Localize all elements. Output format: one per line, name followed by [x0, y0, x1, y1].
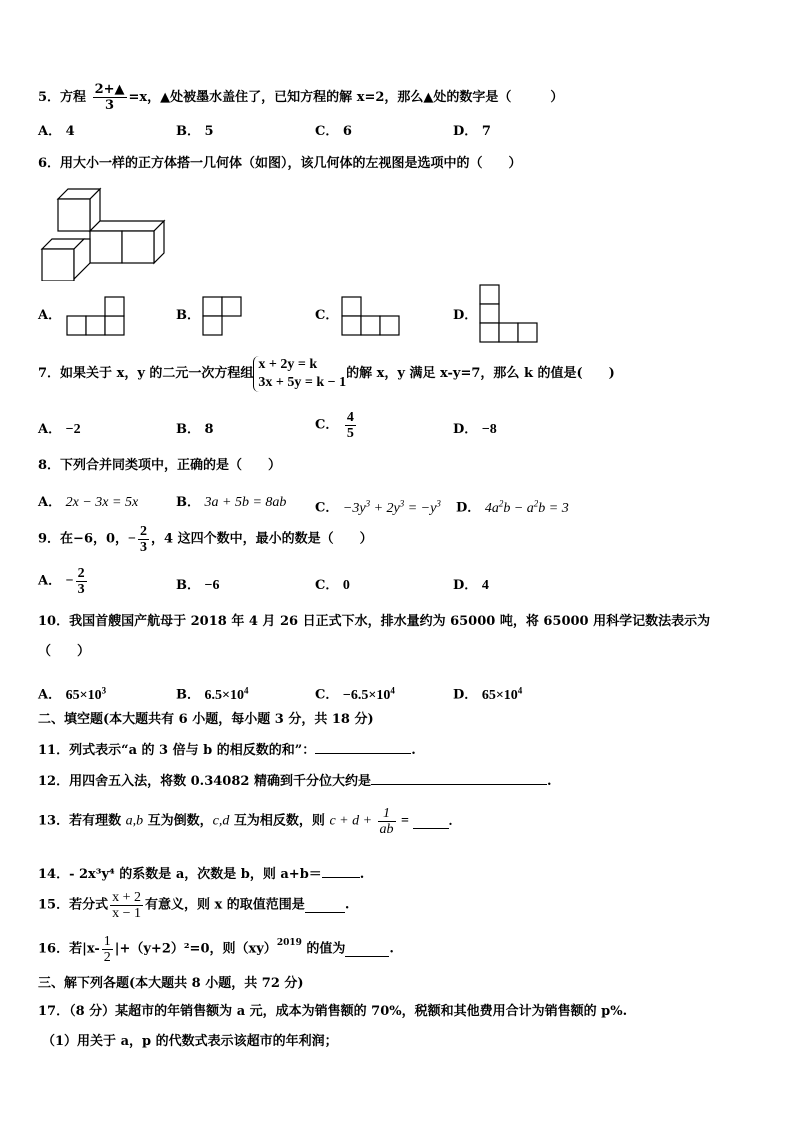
- q7-stem: [38, 356, 615, 392]
- q10-option-d[interactable]: D． $65\times 10^4$: [453, 685, 523, 703]
- section-3-heading: 三、解下列各题(本大题共 8 小题，共 72 分): [38, 976, 304, 991]
- q17-stem: 17．（8 分）某超市的年销售额为 a 元，成本为销售额的 70%，税额和其他费用合计为销售额的 p%.: [38, 1004, 628, 1019]
- q7-option-b[interactable]: B． 8: [176, 422, 214, 437]
- q5-frac-den: 3: [105, 98, 115, 113]
- q9-option-c[interactable]: C． 0: [315, 578, 350, 593]
- q15-answer-blank[interactable]: [305, 899, 345, 913]
- q11-stem: 11．列式表示“a 的 3 倍与 b 的相反数的和”： .: [38, 740, 416, 759]
- q7-after: 的解 x，y 满足 x-y=7，那么 k 的值是( ): [346, 366, 615, 381]
- q6-cube-figure: [38, 185, 172, 281]
- q7-equation-system: [253, 356, 346, 392]
- q6-stem: 6．用大小一样的正方体搭一几何体（如图），该几何体的左视图是选项中的（ ）: [38, 156, 522, 171]
- q6-option-a-label[interactable]: A．: [38, 308, 62, 323]
- q15-fraction: $\frac{x + 2}{x - 1}$: [112, 890, 141, 921]
- q16-answer-blank[interactable]: [345, 943, 389, 957]
- q12-stem: 12．用四舍五入法，将数 0.34082 精确到千分位大约是 .: [38, 771, 551, 790]
- q5-stem: [38, 82, 563, 113]
- q6-option-c-label[interactable]: C．: [315, 308, 339, 323]
- q6-option-b-label[interactable]: B．: [176, 308, 200, 323]
- q10-option-b[interactable]: B． $6.5\times 10^4$: [176, 685, 249, 703]
- q10-stem-line2: （ ）: [38, 644, 91, 659]
- q10-stem-line1: 10．我国首艘国产航母于 2018 年 4 月 26 日正式下水，排水量约为 65000 吨，将 65000 用科学记数法表示为: [38, 614, 711, 629]
- q8-option-b[interactable]: B． 3a + 5b = 8ab: [176, 495, 287, 510]
- q5-option-b[interactable]: B． 5: [176, 124, 214, 139]
- q6-option-a-view[interactable]: [66, 296, 128, 336]
- q7-option-a[interactable]: A． −2: [38, 422, 81, 437]
- q7-before: 7．如果关于 x，y 的二元一次方程组: [38, 366, 254, 381]
- q13-stem: 13．若有理数 a,b 互为倒数，c,d 互为相反数，则 c + d + $\frac{1}{ab}$ = ．: [38, 806, 462, 837]
- q6-option-c-view[interactable]: [341, 296, 403, 336]
- q5-prefix: 方程: [60, 90, 87, 105]
- q14-answer-blank[interactable]: [322, 864, 360, 878]
- q13-fraction: $\frac{1}{ab}$: [379, 806, 394, 837]
- q6-option-b-view[interactable]: [202, 296, 244, 336]
- q8-stem: 8．下列合并同类项中，正确的是（ ）: [38, 458, 282, 473]
- q5-option-a[interactable]: A． 4: [38, 124, 75, 139]
- q13-answer-blank[interactable]: [413, 815, 449, 829]
- q8-option-a[interactable]: A． 2x − 3x = 5x: [38, 495, 139, 510]
- q7-option-c[interactable]: C． $\frac{4}{5}$: [315, 410, 354, 441]
- q5-option-c[interactable]: C． 6: [315, 124, 352, 139]
- q5-fraction: [93, 82, 127, 113]
- q5-number: 5．: [38, 90, 61, 105]
- q10-option-a[interactable]: A． $65\times 10^3$: [38, 685, 107, 703]
- q9-stem: 9．在−6，0，− $\frac{2}{3}$ ，4 这四个数中，最小的数是（ ）: [38, 524, 373, 555]
- section-2-heading: 二、填空题(本大题共有 6 小题，每小题 3 分，共 18 分): [38, 712, 374, 727]
- q11-answer-blank[interactable]: [315, 740, 411, 754]
- q8-option-c[interactable]: C． $-3y^3 + 2y^3 = -y^3$: [315, 498, 441, 516]
- q9-option-b[interactable]: B． −6: [176, 578, 220, 593]
- q6-option-d-label[interactable]: D．: [453, 308, 478, 323]
- q7-eq1: x + 2y = k: [258, 357, 318, 372]
- q17-sub1: （1）用关于 a，p 的代数式表示该超市的年利润；: [42, 1034, 338, 1049]
- q7-option-d[interactable]: D． −8: [453, 422, 497, 437]
- q9-fraction: $\frac{2}{3}$: [140, 524, 148, 555]
- q7-eq2: 3x + 5y = k − 1: [258, 375, 347, 390]
- q16-fraction: $\frac{1}{2}$: [103, 934, 111, 965]
- q5-frac-num: 2+▲: [94, 82, 125, 97]
- q6-option-d-view[interactable]: [479, 284, 541, 344]
- q8-option-d[interactable]: D． $4a^2b - a^2b = 3$: [456, 498, 569, 516]
- q15-stem: 15．若分式 $\frac{x + 2}{x - 1}$ 有意义，则 x 的取值范围是 .: [38, 890, 350, 921]
- q9-option-a[interactable]: A． − $\frac{2}{3}$: [38, 566, 85, 597]
- q5-after: =x，▲处被墨水盖住了，已知方程的解 x=2，那么▲处的数字是（ ）: [128, 90, 564, 105]
- q9-option-d[interactable]: D． 4: [453, 578, 489, 593]
- q12-answer-blank[interactable]: [371, 771, 547, 785]
- q10-option-c[interactable]: C． $-6.5\times 10^4$: [315, 685, 395, 703]
- q16-stem: 16．若|x- $\frac{1}{2}$ |+（y+2）²=0，则（xy）$^{2019}$ 的值为 .: [38, 934, 394, 965]
- q14-stem: 14．- 2x³y⁴ 的系数是 a，次数是 b，则 a+b＝ .: [38, 864, 364, 883]
- q5-option-d[interactable]: D． 7: [453, 124, 491, 139]
